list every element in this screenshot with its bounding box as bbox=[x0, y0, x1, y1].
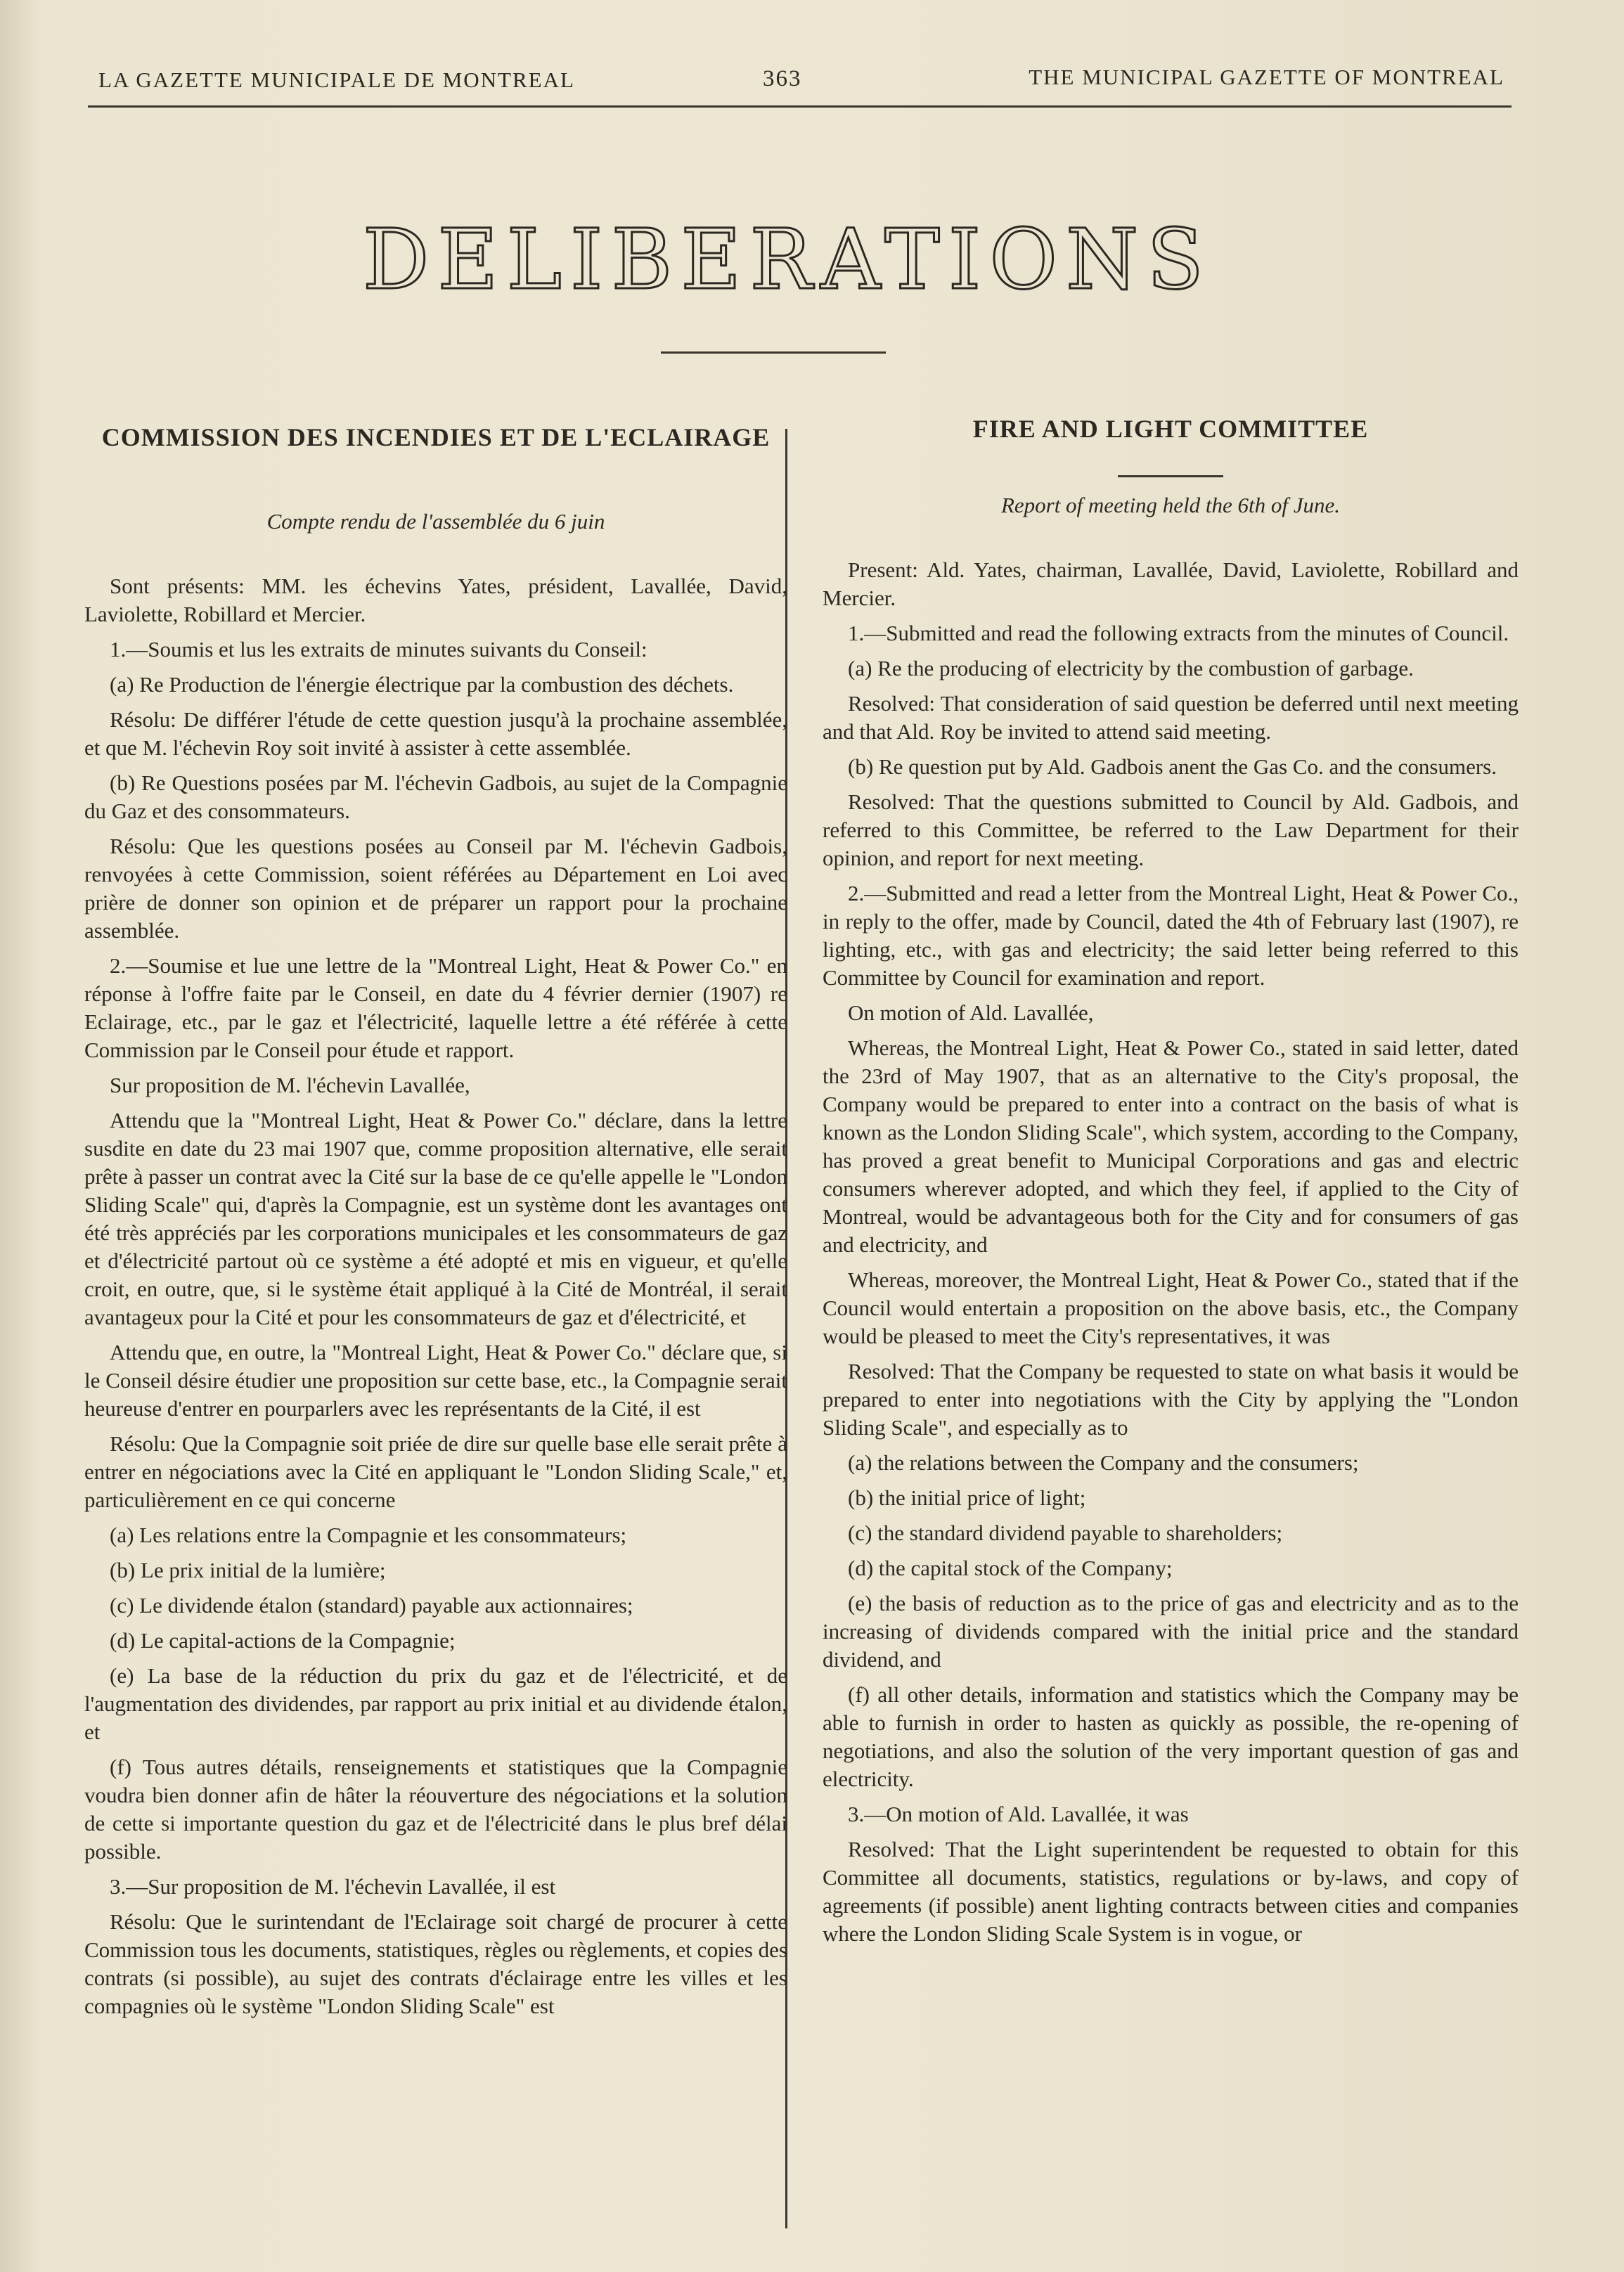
banner-rule bbox=[661, 351, 886, 354]
english-paragraph: (b) Re question put by Ald. Gadbois anent the Gas Co. and the consumers. bbox=[848, 754, 1497, 779]
english-paragraph: Whereas, moreover, the Montreal Light, Heat & Power Co., stated that if the Council would entertain a proposition on the above basis, etc., the Company would be pleased to meet the City's representatives, it was bbox=[823, 1267, 1519, 1348]
french-paragraph: (b) Le prix initial de la lumière; bbox=[110, 1558, 386, 1582]
section-banner: DELIBERATIONS bbox=[362, 211, 1213, 308]
english-paragraph: On motion of Ald. Lavallée, bbox=[848, 1000, 1094, 1025]
french-paragraph: Attendu que, en outre, la "Montreal Light, Heat & Power Co." déclare que, si le Conseil désire étudier une proposition sur cette base, etc., la Compagnie serait heureuse d'entrer en pourparlers avec les représentants de la Cité, il est bbox=[84, 1340, 787, 1421]
english-body bbox=[823, 556, 1519, 1948]
header-french-title: LA GAZETTE MUNICIPALE DE MONTREAL bbox=[98, 67, 575, 92]
french-committee-title: COMMISSION DES INCENDIES ET DE L'ECLAIRAGE bbox=[101, 423, 771, 451]
french-paragraph: (f) Tous autres détails, renseignements et statistiques que la Compagnie voudra bien donner afin de hâter la réouverture des négociations et la solution de cette si importante question du gaz et de l'électricité dans le plus bref délai possible. bbox=[84, 1755, 787, 1864]
english-paragraph: (b) the initial price of light; bbox=[848, 1485, 1086, 1510]
english-paragraph: (c) the standard dividend payable to shareholders; bbox=[848, 1521, 1283, 1545]
french-paragraph: Résolu: De différer l'étude de cette question jusqu'à la prochaine assemblée, et que M. l'échevin Roy soit invité à assister à cette assemblée. bbox=[84, 707, 787, 760]
french-paragraph: Résolu: Que le surintendant de l'Eclairage soit chargé de procurer à cette Commission tous les documents, statistiques, règles ou règlements, et copies des contrats (si possible), au sujet des contrats d'éclairage entre les villes et les compagnies où le système "London Sliding Scale" est bbox=[84, 1909, 787, 2018]
english-paragraph: Resolved: That the Company be requested to state on what basis it would be prepared to enter into negotiations with the City by applying the "London Sliding Scale", and especially as to bbox=[823, 1359, 1519, 1440]
english-paragraph: 1.—Submitted and read the following extracts from the minutes of Council. bbox=[848, 621, 1509, 645]
english-paragraph: (f) all other details, information and statistics which the Company may be able to furnish in order to hasten as quickly as possible, the re-opening of negotiations, and also the solution of the very important question of gas and electricity. bbox=[823, 1682, 1519, 1791]
english-paragraph: Present: Ald. Yates, chairman, Lavallée, David, Laviolette, Robillard and Mercier. bbox=[823, 557, 1519, 610]
english-column bbox=[823, 415, 1519, 1955]
english-paragraph: Whereas, the Montreal Light, Heat & Power Co., stated in said letter, dated the 23rd of May 1907, that as an alternative to the City's proposal, the Company would be prepared to enter into a contract on the basis of what is known as the London Sliding Scale", which system, according to the Company, has proved a great benefit to Municipal Corporations and gas and electric consumers wherever adopted, and which they feel, if applied to the City of Montreal, would be advantageous both for the City and for consumers of gas and electricity, and bbox=[823, 1035, 1519, 1257]
english-committee-title: FIRE AND LIGHT COMMITTEE bbox=[972, 415, 1369, 443]
french-paragraph: (a) Re Production de l'énergie électrique par la combustion des déchets. bbox=[110, 672, 734, 697]
french-paragraph: Attendu que la "Montreal Light, Heat & Power Co." déclare, dans la lettre susdite en date du 23 mai 1907 que, comme proposition alternative, elle serait prête à passer un contrat avec la Cité sur la base de ce qu'elle appelle le "London Sliding Scale" qui, d'après la Compagnie, est un système dont les avantages ont été très appréciés par les corporations municipales et les consommateurs de gaz et d'électricité partout où ce système a été adopté et mis en vigueur, et qu'elle croit, en outre, que, si le système était appliqué à la Cité de Montréal, il serait avantageux pour la Cité et pour les consommateurs de gaz et d'électricité, et bbox=[84, 1108, 787, 1329]
french-paragraph: 1.—Soumis et lus les extraits de minutes suivants du Conseil: bbox=[110, 637, 647, 661]
page-number: 363 bbox=[763, 66, 802, 91]
french-column bbox=[84, 415, 787, 2027]
french-paragraph: (a) Les relations entre la Compagnie et les consommateurs; bbox=[110, 1523, 627, 1547]
french-paragraph: 2.—Soumise et lue une lettre de la "Montreal Light, Heat & Power Co." en réponse à l'offre faite par le Conseil, en date du 4 février dernier (1907) re Eclairage, etc., par le gaz et l'électricité, laquelle lettre a été référée à cette Commission par le Conseil pour étude et rapport. bbox=[84, 953, 787, 1062]
english-paragraph: (e) the basis of reduction as to the price of gas and electricity and as to the increasing of dividends compared with the initial price and the standard dividend, and bbox=[823, 1591, 1519, 1672]
english-paragraph: (a) the relations between the Company and the consumers; bbox=[848, 1450, 1359, 1475]
english-paragraph: 3.—On motion of Ald. Lavallée, it was bbox=[848, 1802, 1189, 1826]
english-paragraph: (d) the capital stock of the Company; bbox=[848, 1556, 1173, 1580]
french-paragraph: (e) La base de la réduction du prix du gaz et de l'électricité, et de l'augmentation des dividendes, par rapport au prix initial et au dividende étalon, et bbox=[84, 1663, 787, 1744]
page-header bbox=[98, 60, 1504, 103]
french-paragraph: (b) Re Questions posées par M. l'échevin Gadbois, au sujet de la Compagnie du Gaz et des consommateurs. bbox=[84, 770, 787, 823]
french-paragraph: (c) Le dividende étalon (standard) payable aux actionnaires; bbox=[110, 1593, 633, 1618]
english-paragraph: Resolved: That the Light superintendent be requested to obtain for this Committee all documents, statistics, regulations or by-laws, and copy of agreements (if possible) anent lighting contracts between cities and companies where the London Sliding Scale System is in vogue, or bbox=[823, 1837, 1519, 1946]
french-body bbox=[84, 572, 787, 2020]
french-subtitle: Compte rendu de l'assemblée du 6 juin bbox=[266, 509, 605, 534]
french-paragraph: Résolu: Que la Compagnie soit priée de dire sur quelle base elle serait prête à entrer en négociations avec la Cité en appliquant le "London Sliding Scale," et, particulièrement en ce qui concerne bbox=[84, 1431, 787, 1512]
french-paragraph: 3.—Sur proposition de M. l'échevin Lavallée, il est bbox=[110, 1874, 556, 1899]
french-paragraph: Sont présents: MM. les échevins Yates, président, Lavallée, David, Laviolette, Robillard et Mercier. bbox=[84, 574, 787, 626]
french-paragraph: (d) Le capital-actions de la Compagnie; bbox=[110, 1628, 456, 1653]
french-paragraph: Résolu: Que les questions posées au Conseil par M. l'échevin Gadbois, renvoyées à cette Commission, soient référées au Département en Loi avec prière de donner son opinion et de préparer un rapport pour la prochaine assemblée. bbox=[84, 834, 787, 943]
header-rule bbox=[88, 105, 1512, 108]
english-paragraph: 2.—Submitted and read a letter from the Montreal Light, Heat & Power Co., in reply to the offer, made by Council, dated the 4th of February last (1907), re lighting, etc., with gas and electricity; the said letter being referred to this Committee by Council for examination and report. bbox=[823, 881, 1519, 990]
english-subtitle: Report of meeting held the 6th of June. bbox=[1000, 493, 1341, 517]
english-paragraph: (a) Re the producing of electricity by the combustion of garbage. bbox=[848, 656, 1414, 680]
title-rule bbox=[1118, 475, 1223, 477]
english-paragraph: Resolved: That consideration of said question be deferred until next meeting and that Ald. Roy be invited to attend said meeting. bbox=[823, 691, 1519, 744]
english-paragraph: Resolved: That the questions submitted to Council by Ald. Gadbois, and referred to this Committee, be referred to the Law Department for their opinion, and report for next meeting. bbox=[823, 789, 1519, 870]
header-english-title: THE MUNICIPAL GAZETTE OF MONTREAL bbox=[1029, 65, 1504, 89]
french-paragraph: Sur proposition de M. l'échevin Lavallée, bbox=[110, 1073, 470, 1097]
